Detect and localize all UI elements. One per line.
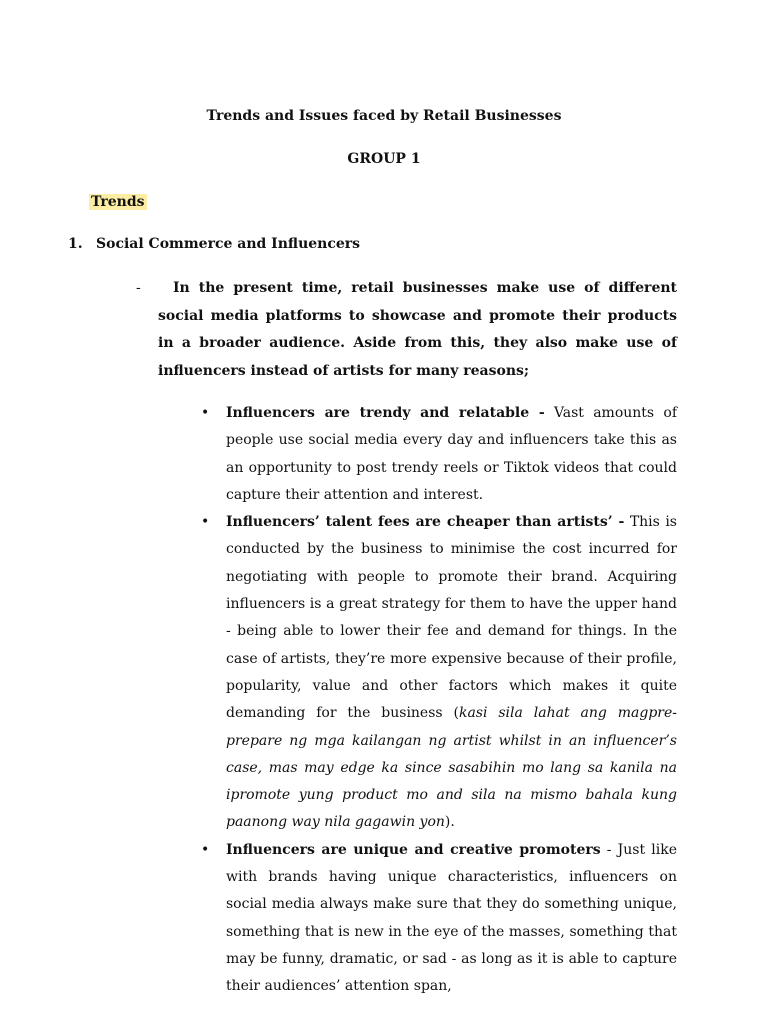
dash-marker: - <box>136 280 141 296</box>
bullet-tail: ). <box>444 814 455 831</box>
subsection-title: Social Commerce and Influencers <box>96 236 361 252</box>
bullet-icon: • <box>201 514 210 531</box>
bullet-lead: Influencers are trendy and relatable - <box>226 405 545 421</box>
bullet-text: - Just like with brands having unique characteristics, influencers on social media always make sure that they do something unique, something that is new in the eye of the masses, something that may be funny, dramatic, or sad - as long as it is able to capture their audiences’ attention span, <box>226 841 677 995</box>
list-item <box>201 837 677 1001</box>
bullet-icon: • <box>201 841 210 858</box>
group-label: GROUP 1 <box>347 151 421 167</box>
subsection-number: 1. <box>68 236 83 252</box>
list-item <box>201 400 677 509</box>
bullet-icon: • <box>201 405 210 421</box>
bullet-lead: Influencers’ talent fees are cheaper than artists’ - <box>226 514 625 531</box>
bullet-italic-text: kasi sila lahat ang magpre-prepare ng mga kailangan ng artist whilst in an influencer’s case, mas may edge ka since sasabihin mo lang sa kanila na ipromote yung product mo and sila na mismo bahala kung paanong way nila gagawin yon <box>226 705 677 831</box>
bullet-list <box>201 400 677 1001</box>
bullet-text: This is conducted by the business to minimise the cost incurred for negotiating with people to promote their brand. Acquiring influencers is a great strategy for them to have the upper hand - being able to lower their fee and demand for things. In the case of artists, they’re more expensive because of their profile, popularity, value and other factors which makes it quite demanding for the business ( <box>226 514 677 722</box>
bullet-text: Vast amounts of people use social media every day and influencers take this as an opportunity to post trendy reels or Tiktok videos that could capture their attention and interest. <box>226 405 677 503</box>
section-heading-trends: Trends <box>91 194 145 210</box>
bullet-lead: Influencers are unique and creative promoters <box>226 841 601 858</box>
intro-paragraph: In the present time, retail businesses make use of different social media platforms to showcase and promote their products in a broader audience. Aside from this, they also make use of influencers instead of artists for many reasons; <box>158 280 677 379</box>
document-title: Trends and Issues faced by Retail Businesses <box>206 108 562 124</box>
list-item <box>201 509 677 837</box>
